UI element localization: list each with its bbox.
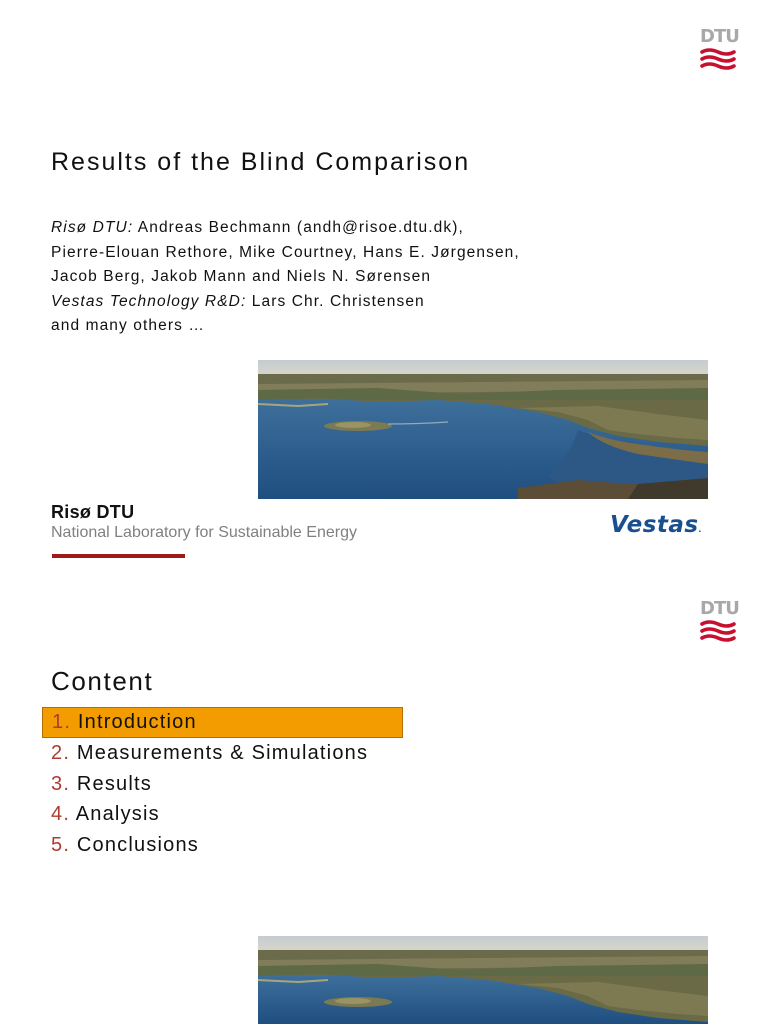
toc-item-conclusions[interactable] [42,830,403,861]
toc-label: Analysis [75,803,160,825]
author-names-4: Lars Chr. Christensen [246,292,425,310]
toc-label: Conclusions [76,833,200,856]
dtu-waves-icon [700,48,736,70]
vestas-logo-mark: . [698,525,703,534]
author-names-1: Andreas Bechmann (andh@risoe.dtu.dk), [133,219,464,236]
affiliation-riso: Risø DTU: [51,219,134,236]
org-name: Risø DTU [51,502,135,522]
author-line-5: and many others … [51,317,205,334]
toc-item-measurements[interactable] [42,738,403,769]
toc-number: 4. [51,803,71,825]
landscape-photo [258,936,708,1024]
org-subtitle: National Laboratory for Sustainable Energy [51,524,357,541]
dtu-waves-icon [700,620,736,642]
toc-item-results[interactable] [42,769,403,800]
toc-label: Introduction [77,711,197,733]
toc-label: Results [76,772,152,795]
dtu-logo-text: DTU [700,598,739,619]
affiliation-vestas: Vestas Technology R&D: [51,292,247,310]
author-line-3: Jacob Berg, Jakob Mann and Niels N. Sørensen [51,268,432,285]
author-line-4 [51,290,520,315]
toc-number: 5. [51,833,71,856]
dtu-logo [700,598,739,642]
toc-item-introduction[interactable] [42,707,403,738]
author-list [51,216,520,339]
table-of-contents [42,707,403,860]
vestas-logo-text: Vestas [610,512,699,538]
toc-item-analysis[interactable] [42,799,403,830]
toc-number: 3. [51,772,71,795]
author-line-1 [51,216,520,241]
content-heading: Content [51,666,154,696]
toc-number: 1. [52,711,72,733]
dtu-logo [700,26,739,70]
toc-number: 2. [51,742,71,764]
vestas-logo [610,512,702,538]
dtu-logo-text: DTU [700,26,739,47]
author-line-2: Pierre-Elouan Rethore, Mike Courtney, Hans E. Jørgensen, [51,243,520,261]
bay-aerial-image [258,360,708,499]
bay-aerial-image [258,936,708,1024]
accent-rule [52,554,185,558]
presentation-title: Results of the Blind Comparison [51,148,471,176]
toc-label: Measurements & Simulations [76,742,369,764]
landscape-photo [258,360,708,499]
content-slide [0,576,768,1024]
